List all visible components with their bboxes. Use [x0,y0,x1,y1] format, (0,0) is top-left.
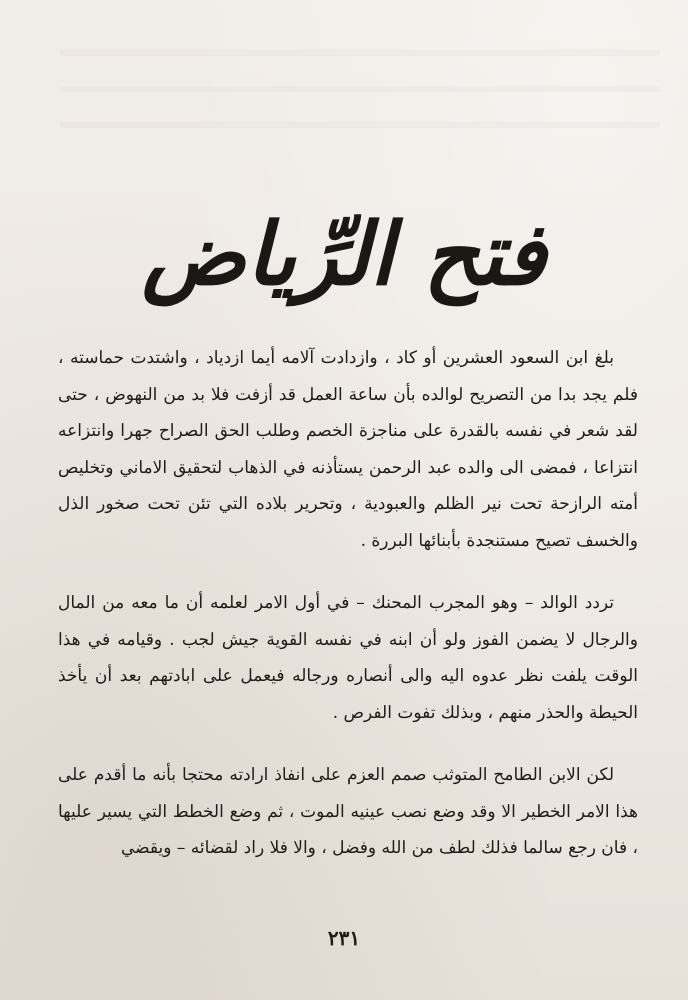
body-text [58,340,638,867]
page-number: ٢٣١ [327,926,361,950]
paragraph-1: بلغ ابن السعود العشرين أو كاد ، وازدادت آلامه أيما ازدياد ، واشتدت حماسته ، فلم يجد بدا من التصريح لوالده بأن ساعة العمل قد أزفت فلا بد من النهوض ، حتى لقد شعر في نفسه بالقدرة على مناجزة الخصم وطلب الحق الصراح جهرا وانتزاعه انتزاعا ، فمضى الى والده عبد الرحمن يستأذنه في الذهاب لتحقيق الاماني وتخليص أمته الرازحة تحت نير الظلم والعبودية ، وتحرير بلاده التي تئن تحت صخور الذل والخسف تصيح مستنجدة بأبنائها البررة . [58,348,638,551]
bleed-through-texture [60,20,660,150]
paragraph-3: لكن الابن الطامح المتوثب صمم العزم على انفاذ ارادته محتجا بأنه ما أقدم على هذا الامر الخطير الا وقد وضع نصب عينيه الموت ، ثم وضع الخطط التي يسير عليها ، فان رجع سالما فذلك لطف من الله وفضل ، والا فلا راد لقضائه – ويقضي [58,765,638,858]
paragraph-2: تردد الوالد – وهو المجرب المحنك – في أول الامر لعلمه أن ما معه من المال والرجال لا يضمن الفوز ولو أن ابنه في نفسه القوية جيش لجب . وقيامه في هذا الوقت يلفت نظر عدوه اليه والى أنصاره ورجاله فيعمل على ابادتهم بعد أن يأخذ الحيطة والحذر منهم ، وبذلك تفوت الفرص . [58,593,638,723]
chapter-title: فتح الرِّياض [141,203,547,305]
